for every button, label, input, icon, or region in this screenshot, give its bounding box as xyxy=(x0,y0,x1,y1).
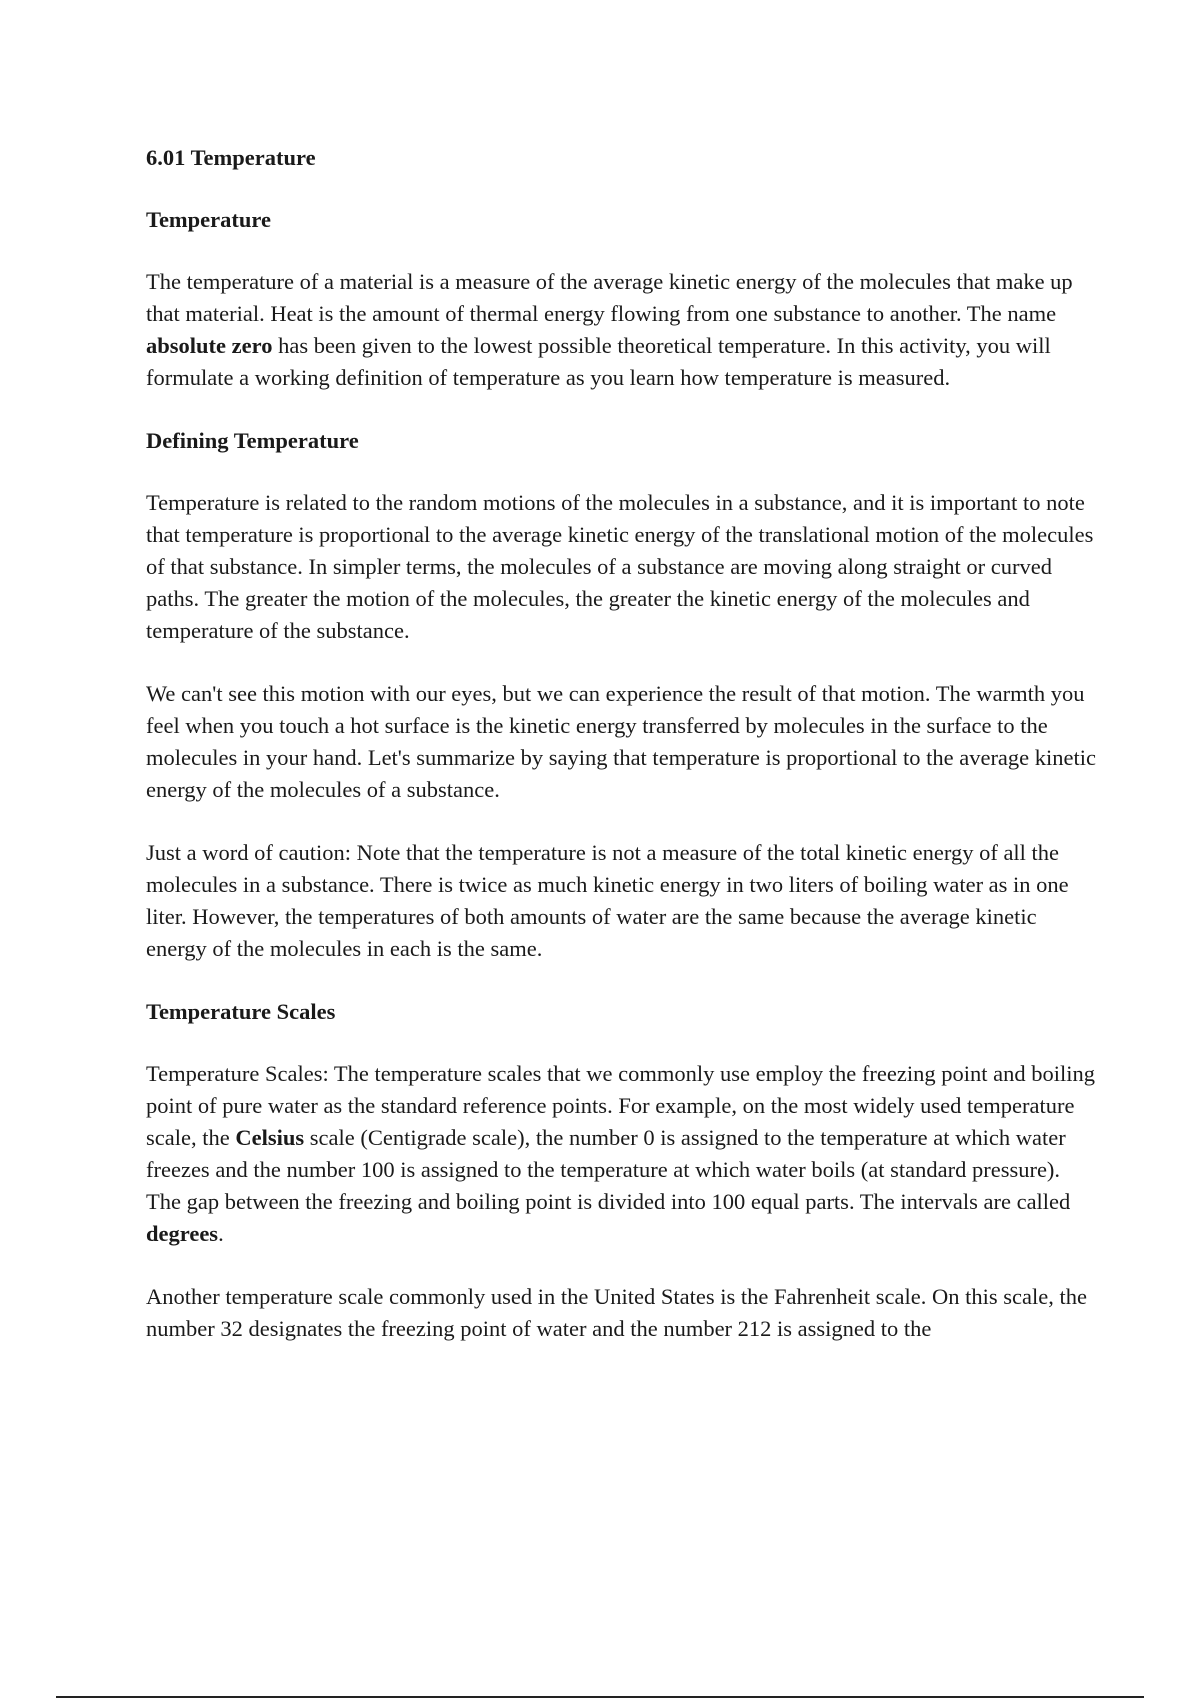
paragraph-scales-1 xyxy=(146,1058,1096,1250)
paragraph-defining-3: Just a word of caution: Note that the temperature is not a measure of the total kinetic energy of all the molecules in a substance. There is twice as much kinetic energy in two liters of boiling water as in one liter. However, the temperatures of both amounts of water are the same because the average kinetic energy of the molecules in each is the same. xyxy=(146,840,1069,961)
section-heading-temperature-scales: Temperature Scales xyxy=(146,999,336,1024)
paragraph-defining-1: Temperature is related to the random motions of the molecules in a substance, and it is important to note that temperature is proportional to the average kinetic energy of the translational motion of the molecules of that substance. In simpler terms, the molecules of a substance are moving along straight or curved paths. The greater the motion of the molecules, the greater the kinetic energy of the molecules and temperature of the substance. xyxy=(146,490,1094,643)
paragraph-text: . xyxy=(218,1221,224,1246)
bold-term-degrees: degrees xyxy=(146,1221,219,1246)
paragraph-text: scale (Centigrade scale), the number 0 is assigned to the temperature at which water freezes and the number 100 is assigned to the temperature at which water boils (at standard pressure). The gap between the freezing and boiling point is divided into 100 equal parts. The intervals are called xyxy=(146,1125,1071,1214)
page-bottom-divider xyxy=(56,1696,1144,1698)
section-heading-defining-temperature: Defining Temperature xyxy=(146,428,359,453)
paragraph-scales-2: Another temperature scale commonly used in the United States is the Fahrenheit scale. On this scale, the number 32 designates the freezing point of water and the number 212 is assigned to the xyxy=(146,1284,1087,1341)
bold-term-celsius: Celsius xyxy=(235,1125,305,1150)
bold-term-absolute-zero: absolute zero xyxy=(146,333,273,358)
document-title: 6.01 Temperature xyxy=(146,145,316,170)
paragraph-intro xyxy=(146,266,1096,394)
document-page xyxy=(146,142,1096,1376)
section-heading-temperature: Temperature xyxy=(146,207,271,232)
paragraph-text: has been given to the lowest possible theoretical temperature. In this activity, you will formulate a working definition of temperature as you learn how temperature is measured. xyxy=(146,333,1051,390)
paragraph-text: The temperature of a material is a measure of the average kinetic energy of the molecules that make up that material. Heat is the amount of thermal energy flowing from one substance to another. The name xyxy=(146,269,1073,326)
paragraph-text: Temperature Scales: The temperature scales that we commonly use employ the freezing point and boiling point of pure water as the standard reference points. For example, on the most widely used temperature scale, the xyxy=(146,1061,1095,1150)
paragraph-defining-2: We can't see this motion with our eyes, but we can experience the result of that motion. The warmth you feel when you touch a hot surface is the kinetic energy transferred by molecules in the surface to the molecules in your hand. Let's summarize by saying that temperature is proportional to the average kinetic energy of the molecules of a substance. xyxy=(146,681,1097,802)
